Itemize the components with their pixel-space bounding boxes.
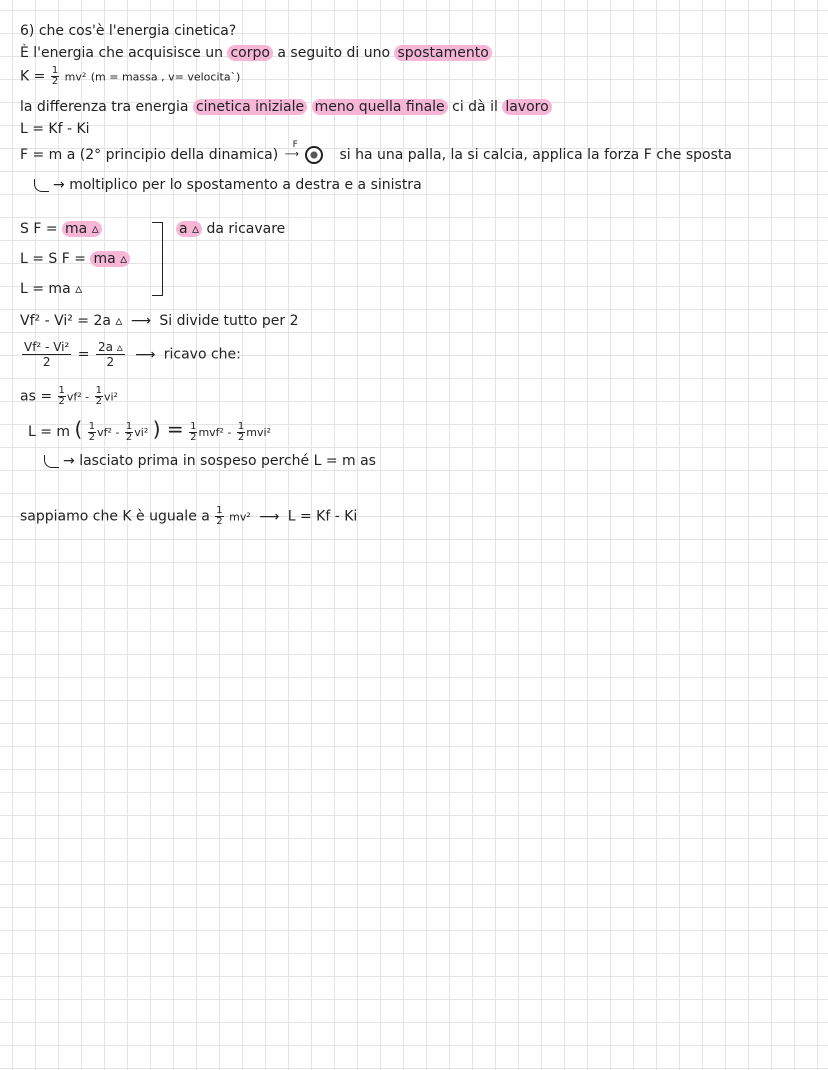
difference-line <box>20 98 552 116</box>
l-close-paren: ) = <box>152 417 184 441</box>
question-heading: 6) che cos'è l'energia cinetica? <box>20 23 237 39</box>
conclusion-fraction <box>215 506 223 527</box>
as-t2: vi² <box>103 390 118 404</box>
l-frac-2 <box>125 422 133 443</box>
kinetic-energy-formula <box>20 66 240 87</box>
system-line-1 <box>20 220 102 238</box>
l-t1: vf² - <box>97 426 120 439</box>
kinematics-line <box>20 312 299 330</box>
l-frac-4 <box>237 422 245 443</box>
l-frac-1 <box>88 422 96 443</box>
k-legend: (m = massa , v= velocita`) <box>90 70 241 84</box>
l-d2: 2 <box>125 431 133 443</box>
difference-middle2: ci dà il <box>447 99 503 115</box>
system-line-3: L = ma ▵ <box>20 281 83 297</box>
side-text: da ricavare <box>202 221 286 237</box>
l-d3: 2 <box>190 431 197 443</box>
l-frac-3 <box>189 422 197 443</box>
arrow-icon: ⟶ <box>259 508 280 525</box>
divided-right-fraction <box>96 340 125 369</box>
k-fraction <box>51 66 59 87</box>
as-n1: 1 <box>58 385 65 396</box>
force-arrow: F ⟶ <box>285 146 299 164</box>
as-d1: 2 <box>58 396 65 407</box>
hook-arrow-icon <box>44 455 59 468</box>
kinematics-equation: Vf² - Vi² = 2a ▵ <box>20 313 123 329</box>
difference-middle <box>307 99 311 115</box>
as-n2: 1 <box>95 385 102 396</box>
system-bracket <box>152 222 163 296</box>
newton-equation: F = m a (2° principio della dinamica) <box>20 147 279 163</box>
arrow-icon: ⟶ <box>135 346 156 363</box>
highlight-corpo: corpo <box>227 45 272 61</box>
conclusion-den: 2 <box>216 516 223 527</box>
divided-lnum: Vf² - Vi² <box>24 340 70 354</box>
k-frac-den: 2 <box>51 76 59 87</box>
as-lhs: as = <box>20 388 53 405</box>
system-l2-highlight: ma ▵ <box>90 251 130 267</box>
l-n3: 1 <box>190 420 197 432</box>
divided-left-fraction <box>22 340 71 369</box>
highlight-meno-quella-finale: meno quella finale <box>312 99 448 115</box>
system-side-note <box>176 220 285 238</box>
ball-explanation: si ha una palla, la si calcia, applica la forza F che sposta <box>339 147 732 163</box>
force-arrow-label: F <box>292 140 298 150</box>
suspended-line: → lasciato prima in sospeso perché L = m as <box>44 452 376 470</box>
conclusion-post: mv² <box>229 510 251 524</box>
ball-icon <box>305 146 323 164</box>
k-lhs: K = <box>20 68 46 85</box>
as-equation <box>20 386 118 407</box>
k-rhs: mv² <box>64 70 87 84</box>
conclusion-num: 1 <box>216 505 223 516</box>
system-l1-highlight: ma ▵ <box>62 221 102 237</box>
l-equation <box>28 417 271 443</box>
divided-equals: = <box>77 346 90 363</box>
hook-arrow-icon <box>34 179 49 192</box>
divided-rnum: 2a ▵ <box>97 340 123 354</box>
conclusion-pre: sappiamo che K è uguale a <box>20 508 210 525</box>
system-line-2 <box>20 250 130 268</box>
l-open-paren: ( <box>74 417 83 441</box>
arrow-icon: ⟶ <box>130 313 151 329</box>
kinematics-text: Si divide tutto per 2 <box>159 313 299 329</box>
l-d4: 2 <box>237 431 245 443</box>
l-lhs: L = m <box>28 424 71 440</box>
l-n2: 1 <box>125 420 133 432</box>
side-highlight: a ▵ <box>176 221 202 237</box>
definition-prefix: È l'energia che acquisisce un <box>20 45 228 61</box>
suspended-text: lasciato prima in sospeso perché L = m as <box>79 453 376 469</box>
multiply-text: moltiplico per lo spostamento a destra e a sinistra <box>69 177 422 193</box>
l-n1: 1 <box>88 420 96 432</box>
as-frac-2 <box>95 386 103 407</box>
highlight-spostamento: spostamento <box>394 45 491 61</box>
highlight-lavoro: lavoro <box>502 99 551 115</box>
work-formula: L = Kf - Ki <box>20 121 90 137</box>
l-t4: mvi² <box>246 426 271 439</box>
l-t3: mvf² - <box>198 426 232 439</box>
l-n4: 1 <box>237 420 245 432</box>
definition-middle: a seguito di uno <box>272 45 395 61</box>
divided-text: ricavo che: <box>163 346 241 363</box>
divided-line <box>20 340 241 369</box>
as-t1: vf² - <box>66 390 90 404</box>
conclusion-line <box>20 506 357 527</box>
conclusion-result: L = Kf - Ki <box>287 508 358 525</box>
divided-rden: 2 <box>106 355 115 369</box>
highlight-cinetica-iniziale: cinetica iniziale <box>193 99 307 115</box>
k-frac-num: 1 <box>51 65 59 76</box>
system-l1-pre: S F = <box>20 221 63 237</box>
system-l2-pre: L = S F = <box>20 251 91 267</box>
l-d1: 2 <box>88 431 96 443</box>
as-d2: 2 <box>95 396 102 407</box>
as-frac-1 <box>58 386 66 407</box>
difference-prefix: la differenza tra energia <box>20 99 193 115</box>
definition-line <box>20 44 492 62</box>
divided-lden: 2 <box>42 355 51 369</box>
newton-line <box>20 140 732 164</box>
l-t2: vi² <box>134 426 149 439</box>
multiply-line: → moltiplico per lo spostamento a destra e a sinistra <box>34 176 422 194</box>
